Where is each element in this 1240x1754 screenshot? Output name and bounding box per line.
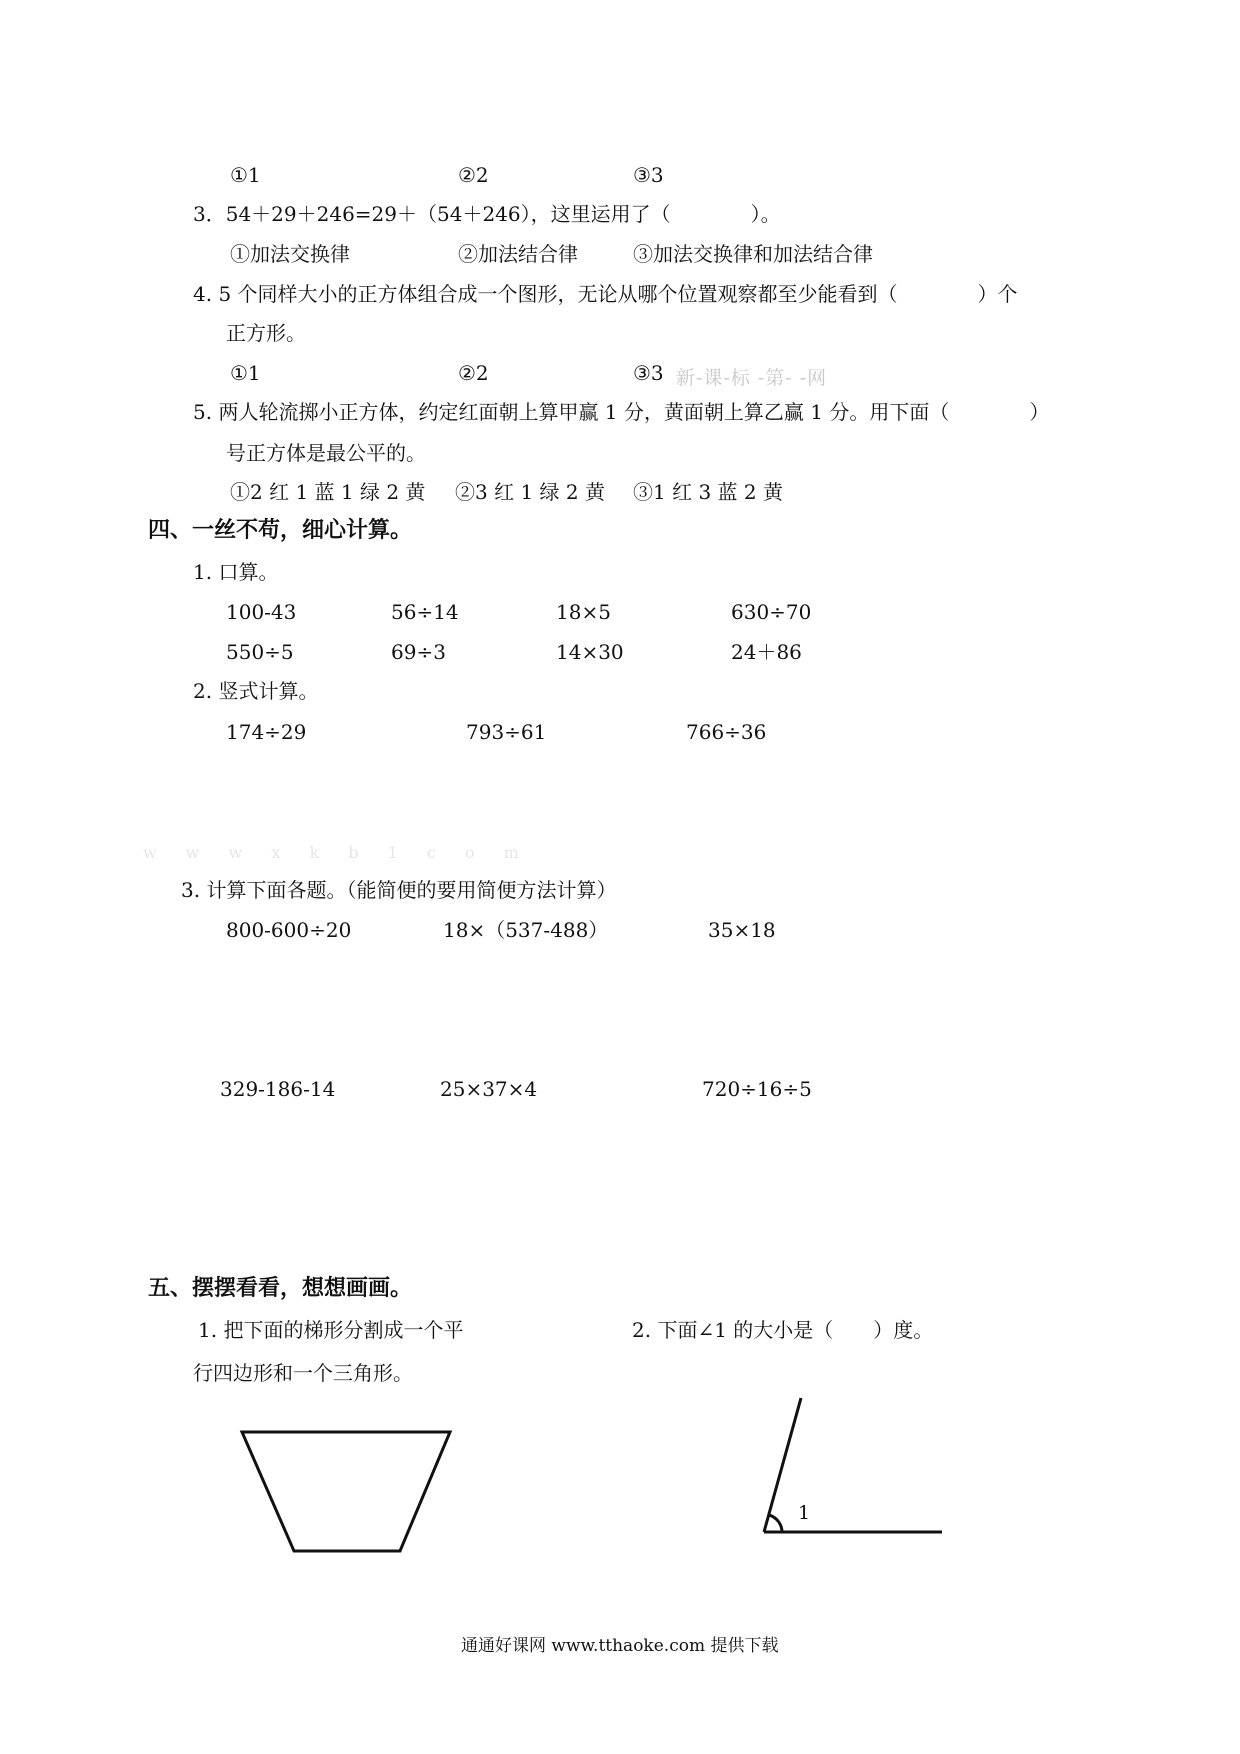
vertical-item: 766÷36 <box>686 720 767 744</box>
q4-option-3: ③3 <box>633 361 664 385</box>
q5-option-1: ①2 红 1 蓝 1 绿 2 黄 <box>230 480 426 504</box>
q2-option-3: ③3 <box>633 163 664 187</box>
q3-stem: 3．54＋29＋246=29＋（54＋246），这里运用了（ ）。 <box>193 202 781 226</box>
q5-option-3: ③1 红 3 蓝 2 黄 <box>633 480 783 504</box>
q3-option-3: ③加法交换律和加法结合律 <box>633 242 873 266</box>
section4-title: 四、一丝不苟，细心计算。 <box>148 518 413 543</box>
oral-item: 56÷14 <box>391 600 459 624</box>
section4-watermark: w w w x k b 1 c o m <box>143 843 531 862</box>
q4-watermark: 新-课-标 -第- -网 <box>676 367 828 389</box>
section5-q1-line1: 1. 把下面的梯形分割成一个平 <box>198 1318 464 1342</box>
q2-option-2: ②2 <box>458 163 489 187</box>
q2-option-1: ①1 <box>230 163 261 187</box>
compute-label: 3. 计算下面各题。（能简便的要用简便方法计算） <box>181 878 617 902</box>
section5-title: 五、摆摆看看，想想画画。 <box>148 1276 413 1301</box>
q5-option-2: ②3 红 1 绿 2 黄 <box>455 480 605 504</box>
footer-credit: 通通好课网 www.tthaoke.com 提供下载 <box>461 1636 779 1656</box>
oral-item: 14×30 <box>556 640 624 664</box>
vertical-item: 174÷29 <box>226 720 307 744</box>
oral-item: 24＋86 <box>731 640 802 664</box>
vertical-label: 2. 竖式计算。 <box>193 679 319 703</box>
q3-option-2: ②加法结合律 <box>458 242 578 266</box>
compute-item: 800-600÷20 <box>226 918 352 942</box>
compute-item: 720÷16÷5 <box>702 1077 812 1101</box>
trapezoid-figure <box>230 1420 460 1560</box>
oral-label: 1. 口算。 <box>193 560 279 584</box>
angle-figure <box>750 1390 950 1540</box>
q4-option-1: ①1 <box>230 361 261 385</box>
q5-stem: 5. 两人轮流掷小正方体，约定红面朝上算甲赢 1 分，黄面朝上算乙赢 1 分。用下面（ ） <box>193 400 1050 424</box>
q4-stem: 4. 5 个同样大小的正方体组合成一个图形，无论从哪个位置观察都至少能看到（ ）个 <box>193 282 1018 306</box>
compute-item: 329-186-14 <box>220 1077 336 1101</box>
angle-label: 1 <box>798 1502 811 1524</box>
oral-item: 69÷3 <box>391 640 446 664</box>
q4-stem-cont: 正方形。 <box>226 321 306 345</box>
section5-q2: 2. 下面∠1 的大小是（ ）度。 <box>632 1318 934 1342</box>
angle-ray-vertical <box>764 1398 801 1532</box>
trapezoid-shape <box>242 1432 450 1551</box>
q4-option-2: ②2 <box>458 361 489 385</box>
compute-item: 18×（537-488） <box>443 918 609 942</box>
q5-stem-cont: 号正方体是最公平的。 <box>226 441 426 465</box>
compute-item: 35×18 <box>708 918 776 942</box>
angle-arc <box>769 1515 782 1532</box>
oral-item: 100-43 <box>226 600 297 624</box>
section5-q1-line2: 行四边形和一个三角形。 <box>193 1361 413 1385</box>
vertical-item: 793÷61 <box>466 720 547 744</box>
oral-item: 18×5 <box>556 600 611 624</box>
compute-item: 25×37×4 <box>440 1077 538 1101</box>
oral-item: 630÷70 <box>731 600 812 624</box>
q3-option-1: ①加法交换律 <box>230 242 350 266</box>
oral-item: 550÷5 <box>226 640 294 664</box>
